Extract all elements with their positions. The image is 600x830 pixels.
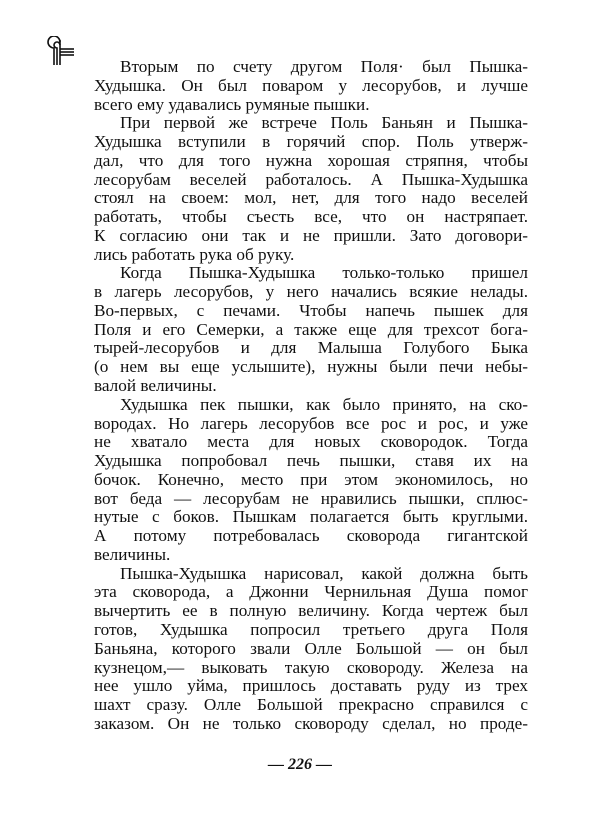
text-line: всего ему удавались румяные пышки.	[94, 94, 370, 114]
text-line: Худышка вступили в горячий спор. Поль утверж-	[94, 132, 528, 152]
text-line: вот беда — лесорубам не нравились пышки, сплюс-	[94, 488, 528, 508]
paragraph-5	[94, 565, 528, 734]
text-line: Вторым по счету другом Поля· был Пышка-	[120, 57, 528, 76]
text-line: вычертить ее в полную величину. Когда чертеж был	[94, 601, 528, 621]
text-line: Пышка-Худышка нарисовал, какой должна быть	[120, 563, 528, 583]
text-line: работать, чтобы съесть все, что он настряпает.	[94, 207, 528, 227]
text-line: в лагерь лесорубов, у него начались всякие нелады.	[94, 282, 528, 302]
text-line: (о нем вы еще услышите), нужны были печи небы-	[94, 357, 528, 377]
page-number: — 226 —	[268, 756, 332, 773]
text-line: величины.	[94, 544, 171, 564]
text-line: лись работать рука об руку.	[94, 244, 295, 264]
paragraph-3	[94, 264, 528, 395]
text-line: эта сковорода, а Джонни Чернильная Душа помог	[94, 582, 528, 602]
text-line: заказом. Он не только сковороду сделал, но проде-	[94, 713, 528, 733]
text-line: не хватало места для новых сковородок. Тогда	[94, 432, 528, 452]
paragraph-2	[94, 114, 528, 264]
paragraph-4	[94, 396, 528, 565]
text-line: валой величины.	[94, 376, 217, 396]
pilcrow-ornament-icon	[45, 36, 75, 66]
paragraph-1	[94, 58, 528, 114]
text-line: тырей-лесорубов и для Малыша Голубого Быка	[94, 338, 528, 358]
text-line: готов, Худышка попросил третьего друга Поля	[94, 619, 528, 639]
text-line: А потому потребовалась сковорода гигантской	[94, 526, 528, 546]
text-line: Поля и его Семерки, а также еще для трехсот бога-	[94, 319, 528, 339]
text-line: бочок. Конечно, место при этом экономилось, но	[94, 469, 528, 489]
text-line: нутые с боков. Пышкам полагается быть круглыми.	[94, 507, 528, 527]
text-line: К согласию они так и не пришли. Зато договори-	[94, 225, 528, 245]
text-line: стоял на своем: мол, нет, для того надо веселей	[94, 188, 528, 208]
text-line: вородах. Но лагерь лесорубов все рос и рос, и уже	[94, 413, 528, 433]
text-line: Баньяна, которого звали Олле Большой — он был	[94, 638, 528, 658]
text-line: Худышка попробовал печь пышки, ставя их на	[94, 451, 528, 471]
text-line: При первой же встрече Поль Баньян и Пышка-	[120, 113, 528, 133]
text-line: шахт сразу. Олле Большой прекрасно справился с	[94, 695, 528, 715]
text-line: дал, что для того нужна хорошая стряпня, чтобы	[94, 150, 528, 170]
body-text	[94, 58, 528, 734]
text-line: Худышка. Он был поваром у лесорубов, и лучше	[94, 75, 528, 95]
text-line: Во-первых, с печами. Чтобы напечь пышек для	[94, 300, 528, 320]
text-line: Худышка пек пышки, как было принято, на ско-	[120, 394, 528, 414]
text-line: Когда Пышка-Худышка только-только пришел	[120, 263, 528, 283]
text-line: нее ушло уйма, пришлось доставать руду из трех	[94, 676, 528, 696]
text-line: кузнецом,— выковать такую сковороду. Железа на	[94, 657, 528, 677]
text-line: лесорубам веселей работалось. А Пышка-Худышка	[94, 169, 528, 189]
